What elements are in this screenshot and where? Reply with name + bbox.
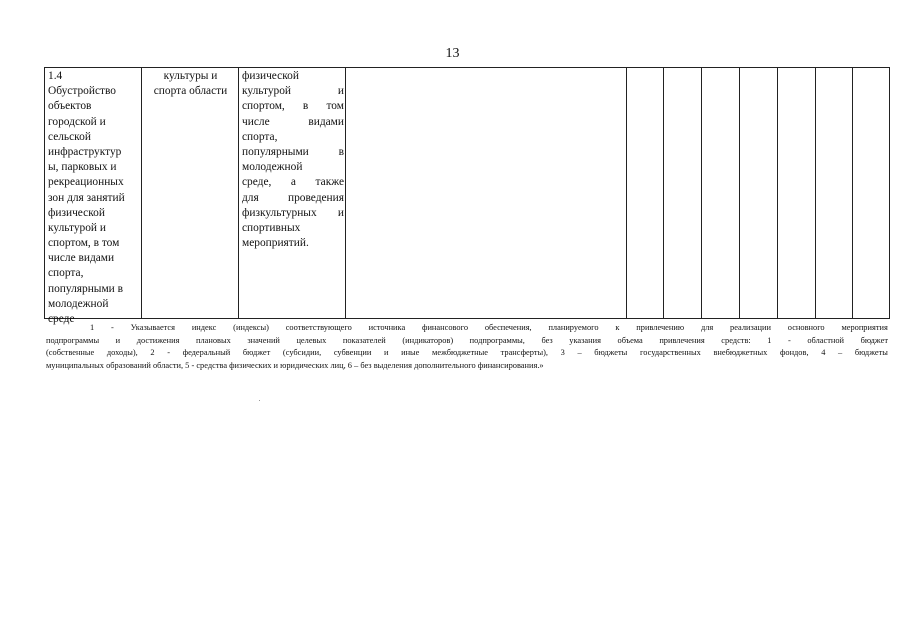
- measure-name-line: зон для занятий: [48, 191, 125, 204]
- footnote-line: муниципальных образований области, 5 - средства физических и юридических лиц, 6 – без выделения дополнительного финансирования.»: [46, 360, 544, 370]
- footnote-line: подпрограммы и достижения плановых значений целевых показателей (индикаторов) подпрограммы, без указания объема привлечения средств: 1 - областной бюджет: [46, 335, 888, 345]
- measure-name-line: рекреационных: [48, 176, 124, 189]
- measure-name-line: среде: [48, 313, 75, 325]
- executor-line: спорта области: [153, 85, 228, 98]
- measure-name-line: популярными в: [48, 282, 123, 295]
- column-divider: [777, 68, 778, 318]
- footnote-line: 1 - Указывается индекс (индексы) соответствующего источника финансового обеспечения, планируемого к привлечению для реализации основного мероприятия: [90, 323, 888, 332]
- result-line: физкультурных и: [242, 206, 344, 219]
- scan-speck: [259, 400, 260, 401]
- expected-result-cell: [242, 69, 344, 251]
- measure-name-line: культурой и: [48, 221, 106, 234]
- measure-name-line: объектов: [48, 100, 92, 113]
- measure-name-line: Обустройство: [48, 85, 116, 98]
- column-divider: [739, 68, 740, 318]
- program-table: [44, 67, 890, 325]
- column-divider: [701, 68, 702, 318]
- measure-name-line: инфраструктур: [48, 145, 122, 158]
- measure-name-line: 1.4: [48, 70, 63, 82]
- column-divider: [852, 68, 853, 318]
- measure-name-line: числе видами: [48, 252, 115, 265]
- measure-name-cell: [48, 69, 142, 327]
- measure-name-line: спортом, в том: [48, 237, 120, 250]
- measure-name-line: физической: [48, 206, 105, 219]
- result-line: числе видами: [242, 115, 344, 128]
- measure-name-line: сельской: [48, 130, 91, 143]
- result-line: культурой и: [242, 85, 344, 98]
- measure-name-line: ы, парковых и: [48, 161, 117, 174]
- result-line: мероприятий.: [242, 237, 309, 250]
- result-line: спорта,: [242, 130, 278, 143]
- result-line: молодежной: [242, 161, 303, 174]
- measure-name-line: спорта,: [48, 267, 84, 280]
- result-line: спортивных: [242, 221, 301, 234]
- result-line: спортом, в том: [242, 100, 344, 113]
- page-number: 13: [445, 46, 460, 61]
- measure-name-line: городской и: [48, 115, 106, 128]
- executor-line: культуры и: [163, 70, 218, 82]
- measure-name-line: молодежной: [48, 297, 109, 310]
- executor-cell: [144, 69, 237, 99]
- column-divider: [815, 68, 816, 318]
- footnote-line: (собственные доходы), 2 - федеральный бюджет (субсидии, субвенции и иные межбюджетные трансферты), 3 – бюджеты государственных внебюджетных фондов, 4 – бюджеты: [46, 348, 888, 358]
- result-line: среде, а также: [242, 176, 344, 189]
- column-divider: [663, 68, 664, 318]
- footnote: [46, 322, 888, 372]
- column-divider: [238, 68, 239, 318]
- column-divider: [626, 68, 627, 318]
- result-line: популярными в: [242, 145, 344, 158]
- result-line: для проведения: [242, 191, 344, 204]
- result-line: физической: [242, 70, 299, 82]
- column-divider: [345, 68, 346, 318]
